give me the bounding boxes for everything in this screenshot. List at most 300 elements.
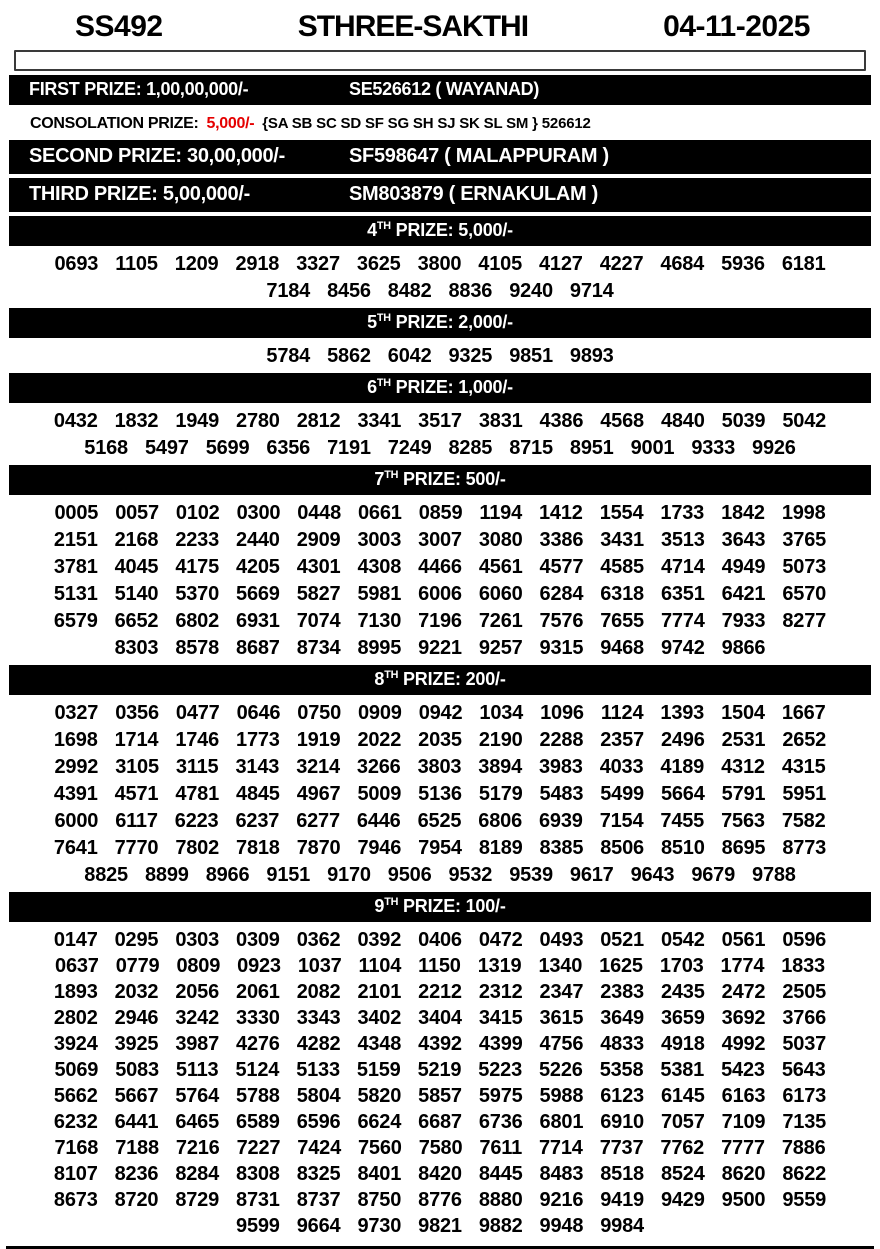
winning-number: 8825 <box>84 864 128 886</box>
winning-number: 5226 <box>539 1059 583 1081</box>
winning-number: 3341 <box>357 410 402 432</box>
first-prize-bar <box>9 75 871 105</box>
winning-number: 0779 <box>115 955 160 977</box>
number-row <box>0 1213 880 1239</box>
page-title: STHREE-SAKTHI <box>297 10 529 43</box>
winning-number: 1150 <box>418 955 461 977</box>
number-row <box>0 1057 880 1083</box>
winning-number: 0477 <box>175 702 220 724</box>
winning-number: 3214 <box>296 756 340 778</box>
winning-number: 6181 <box>781 253 826 275</box>
winning-number: 6356 <box>266 437 311 459</box>
winning-number: 5423 <box>721 1059 765 1081</box>
winning-number: 1893 <box>53 981 98 1003</box>
winning-number: 0909 <box>358 702 402 724</box>
winning-number: 8445 <box>478 1163 523 1185</box>
number-row <box>0 1109 880 1135</box>
winning-number: 5483 <box>539 783 584 805</box>
winning-number: 9730 <box>357 1215 402 1237</box>
winning-number: 1746 <box>175 729 220 751</box>
winning-number: 0472 <box>478 929 523 951</box>
winning-number: 6237 <box>235 810 280 832</box>
winning-number: 8277 <box>782 610 827 632</box>
winning-number: 4282 <box>296 1033 341 1055</box>
winning-number: 6277 <box>296 810 340 832</box>
winning-number: 1037 <box>297 955 342 977</box>
winning-number: 3431 <box>600 529 644 551</box>
winning-number: 2233 <box>175 529 220 551</box>
winning-number: 4315 <box>781 756 826 778</box>
winning-number: 3143 <box>235 756 280 778</box>
winning-number: 7455 <box>660 810 705 832</box>
winning-number: 5791 <box>721 783 766 805</box>
winning-number: 4205 <box>236 556 280 578</box>
winning-number: 0327 <box>54 702 99 724</box>
second-prize-label: SECOND PRIZE: 30,00,000/- <box>29 145 285 167</box>
winning-number: 5124 <box>235 1059 280 1081</box>
winning-number: 4568 <box>600 410 644 432</box>
winning-number: 3765 <box>782 529 827 551</box>
winning-number: 2312 <box>478 981 523 1003</box>
winning-number: 2531 <box>721 729 766 751</box>
number-row <box>0 554 880 581</box>
winning-number: 5370 <box>175 583 220 605</box>
winning-number: 5179 <box>478 783 523 805</box>
winning-number: 4105 <box>478 253 522 275</box>
winning-number: 2918 <box>235 253 280 275</box>
winning-number: 4399 <box>478 1033 523 1055</box>
winning-number: 8720 <box>114 1189 159 1211</box>
winning-number: 1625 <box>599 955 643 977</box>
draw-code: SS492 <box>75 10 163 43</box>
winning-number: 6284 <box>539 583 584 605</box>
winning-number: 4392 <box>418 1033 462 1055</box>
winning-number: 2168 <box>114 529 159 551</box>
number-row <box>0 527 880 554</box>
winning-number: 3266 <box>356 756 401 778</box>
winning-number: 5669 <box>236 583 280 605</box>
winning-number: 7196 <box>418 610 462 632</box>
winning-number: 8715 <box>509 437 553 459</box>
winning-number: 1096 <box>540 702 584 724</box>
winning-number: 3007 <box>418 529 462 551</box>
winning-number: 0005 <box>54 502 99 524</box>
winning-number: 0923 <box>237 955 281 977</box>
winning-number: 3105 <box>115 756 159 778</box>
winning-number: 8880 <box>478 1189 523 1211</box>
number-row <box>0 500 880 527</box>
winning-number: 0750 <box>297 702 341 724</box>
winning-number: 2440 <box>236 529 280 551</box>
winning-number: 0596 <box>782 929 827 951</box>
winning-number: 6006 <box>418 583 462 605</box>
winning-number: 4308 <box>357 556 402 578</box>
winning-number: 6446 <box>356 810 401 832</box>
prize-ordinal-suffix: TH <box>376 312 391 324</box>
prize-ordinal: 4 <box>367 220 377 240</box>
winning-number: 8773 <box>782 837 827 859</box>
winning-number: 2082 <box>296 981 341 1003</box>
winning-number: 4227 <box>599 253 644 275</box>
winning-number: 1194 <box>479 502 522 524</box>
winning-number: 2802 <box>53 1007 98 1029</box>
prize-ordinal-suffix: TH <box>384 669 399 681</box>
winning-numbers-5th <box>0 342 880 373</box>
winning-number: 5643 <box>781 1059 826 1081</box>
winning-number: 1833 <box>781 955 825 977</box>
winning-number: 3242 <box>175 1007 220 1029</box>
winning-number: 4833 <box>600 1033 644 1055</box>
winning-number: 9419 <box>600 1189 644 1211</box>
winning-number: 8385 <box>539 837 584 859</box>
winning-number: 3330 <box>236 1007 280 1029</box>
winning-number: 6117 <box>115 810 158 832</box>
winning-number: 5975 <box>478 1085 523 1107</box>
winning-numbers-4th <box>0 250 880 308</box>
winning-number: 9617 <box>569 864 614 886</box>
winning-number: 4127 <box>539 253 583 275</box>
winning-number: 5140 <box>114 583 159 605</box>
winning-number: 3800 <box>417 253 462 275</box>
winning-number: 3924 <box>53 1033 98 1055</box>
winning-number: 2946 <box>114 1007 159 1029</box>
number-row <box>0 835 880 862</box>
winning-number: 5042 <box>782 410 827 432</box>
prize-amount-text: PRIZE: 100/- <box>398 896 506 916</box>
prize-amount-text: PRIZE: 2,000/- <box>390 312 513 332</box>
winning-number: 1774 <box>720 955 765 977</box>
number-row <box>0 1161 880 1187</box>
number-row <box>0 1083 880 1109</box>
winning-number: 4348 <box>357 1033 402 1055</box>
winning-number: 1773 <box>236 729 280 751</box>
winning-number: 3781 <box>53 556 98 578</box>
winning-number: 8510 <box>660 837 705 859</box>
winning-number: 6145 <box>660 1085 705 1107</box>
winning-number: 5664 <box>660 783 705 805</box>
winning-number: 0147 <box>53 929 98 951</box>
winning-number: 5936 <box>721 253 765 275</box>
winning-number: 8695 <box>721 837 766 859</box>
prize-ordinal: 7 <box>374 469 385 489</box>
winning-number: 8506 <box>600 837 644 859</box>
winning-number: 0300 <box>236 502 281 524</box>
winning-number: 6570 <box>782 583 827 605</box>
winning-number: 1714 <box>114 729 159 751</box>
prize-ordinal: 9 <box>374 896 385 916</box>
winning-number: 8303 <box>114 637 159 659</box>
winning-number: 8236 <box>114 1163 159 1185</box>
winning-number: 8284 <box>175 1163 220 1185</box>
winning-number: 9001 <box>630 437 675 459</box>
winning-number: 5037 <box>782 1033 827 1055</box>
winning-number: 2496 <box>660 729 705 751</box>
number-row <box>0 979 880 1005</box>
winning-number: 9216 <box>539 1189 584 1211</box>
winning-number: 5131 <box>53 583 98 605</box>
winning-number: 8107 <box>53 1163 98 1185</box>
winning-number: 5804 <box>296 1085 341 1107</box>
number-row <box>0 700 880 727</box>
winning-number: 7560 <box>358 1137 402 1159</box>
number-row <box>0 1187 880 1213</box>
winning-number: 7168 <box>54 1137 99 1159</box>
winning-number: 3003 <box>357 529 402 551</box>
winning-number: 2022 <box>357 729 402 751</box>
winning-number: 8622 <box>782 1163 827 1185</box>
number-row <box>0 343 880 370</box>
winning-number: 3517 <box>418 410 462 432</box>
winning-number: 0303 <box>175 929 220 951</box>
prize-amount-text: PRIZE: 1,000/- <box>390 377 513 397</box>
winning-number: 7057 <box>660 1111 705 1133</box>
second-prize-ticket: SF598647 ( MALAPPURAM ) <box>349 145 609 167</box>
winning-number: 6223 <box>174 810 219 832</box>
consolation-amount: 5,000/- <box>206 115 255 132</box>
winning-number: 9679 <box>691 864 736 886</box>
winning-number: 5083 <box>115 1059 159 1081</box>
winning-number: 0942 <box>418 702 463 724</box>
winning-number: 5219 <box>417 1059 462 1081</box>
winning-number: 6736 <box>478 1111 523 1133</box>
winning-number: 8995 <box>357 637 402 659</box>
winning-number: 6000 <box>54 810 99 832</box>
winning-number: 3402 <box>357 1007 402 1029</box>
winning-number: 4466 <box>418 556 462 578</box>
winning-number: 7582 <box>781 810 826 832</box>
winning-number: 2812 <box>296 410 341 432</box>
winning-number: 8456 <box>327 280 371 302</box>
winning-number: 0406 <box>418 929 462 951</box>
winning-number: 9325 <box>448 345 493 367</box>
winning-number: 8899 <box>144 864 189 886</box>
winning-number: 3831 <box>478 410 523 432</box>
winning-number: 5827 <box>296 583 341 605</box>
winning-number: 1034 <box>479 702 524 724</box>
winning-number: 7249 <box>387 437 432 459</box>
winning-number: 5499 <box>600 783 644 805</box>
consolation-prize-row <box>0 109 880 140</box>
winning-number: 7611 <box>479 1137 522 1159</box>
third-prize-ticket: SM803879 ( ERNAKULAM ) <box>349 183 599 205</box>
winning-number: 7154 <box>599 810 644 832</box>
winning-number: 0057 <box>115 502 159 524</box>
winning-number: 0356 <box>115 702 159 724</box>
winning-number: 2909 <box>296 529 341 551</box>
winning-number: 4391 <box>53 783 98 805</box>
winning-number: 5667 <box>114 1085 159 1107</box>
winning-number: 8524 <box>660 1163 705 1185</box>
number-row <box>0 754 880 781</box>
winning-number: 4577 <box>539 556 584 578</box>
winning-number: 1919 <box>296 729 341 751</box>
winning-number: 3925 <box>114 1033 159 1055</box>
winning-number: 6163 <box>721 1085 766 1107</box>
winning-number: 9599 <box>236 1215 280 1237</box>
second-prize-bar <box>9 140 871 174</box>
winning-number: 7886 <box>781 1137 826 1159</box>
winning-number: 6060 <box>478 583 523 605</box>
winning-number: 7641 <box>53 837 98 859</box>
winning-number: 8966 <box>205 864 250 886</box>
prize-ordinal: 8 <box>374 669 385 689</box>
winning-number: 3625 <box>356 253 401 275</box>
winning-number: 5136 <box>418 783 462 805</box>
winning-number: 1504 <box>721 702 765 724</box>
winning-number: 2190 <box>478 729 523 751</box>
winning-number: 8673 <box>53 1189 98 1211</box>
number-row <box>0 581 880 608</box>
blank-input-strip[interactable] <box>14 50 866 71</box>
winning-number: 7135 <box>782 1111 827 1133</box>
winning-number: 8308 <box>236 1163 280 1185</box>
winning-number: 7184 <box>266 280 311 302</box>
prize-amount-text: PRIZE: 200/- <box>398 669 506 689</box>
winning-number: 7655 <box>600 610 644 632</box>
winning-number: 6441 <box>114 1111 159 1133</box>
winning-number: 1412 <box>539 502 583 524</box>
winning-number: 2505 <box>782 981 827 1003</box>
winning-number: 1340 <box>538 955 583 977</box>
winning-number: 6421 <box>721 583 766 605</box>
winning-number: 2056 <box>175 981 220 1003</box>
winning-number: 2472 <box>721 981 766 1003</box>
winning-number: 8620 <box>721 1163 766 1185</box>
winning-number: 9532 <box>448 864 493 886</box>
winning-number: 0493 <box>539 929 584 951</box>
winning-number: 0661 <box>358 502 402 524</box>
winning-number: 7424 <box>297 1137 341 1159</box>
number-row <box>0 408 880 435</box>
winning-number: 7954 <box>418 837 462 859</box>
winning-number: 3659 <box>660 1007 705 1029</box>
winning-number: 7216 <box>175 1137 220 1159</box>
winning-number: 1733 <box>660 502 705 524</box>
winning-number: 4781 <box>175 783 220 805</box>
winning-number: 9643 <box>630 864 675 886</box>
winning-number: 0859 <box>418 502 463 524</box>
winning-number: 1703 <box>659 955 704 977</box>
winning-number: 5699 <box>205 437 250 459</box>
prize-amount-text: PRIZE: 500/- <box>398 469 506 489</box>
winning-number: 7933 <box>721 610 766 632</box>
winning-number: 1105 <box>115 253 158 275</box>
winning-number: 2652 <box>782 729 827 751</box>
winning-number: 8750 <box>357 1189 402 1211</box>
third-prize-label: THIRD PRIZE: 5,00,000/- <box>29 183 250 205</box>
prize-ordinal: 5 <box>367 312 377 332</box>
winning-number: 5981 <box>357 583 402 605</box>
winning-number: 8518 <box>600 1163 644 1185</box>
winning-number: 4949 <box>721 556 766 578</box>
number-row <box>0 278 880 305</box>
winning-number: 9714 <box>569 280 614 302</box>
winning-number: 9429 <box>660 1189 705 1211</box>
number-row <box>0 1135 880 1161</box>
winning-number: 7074 <box>296 610 341 632</box>
winning-number: 5497 <box>144 437 189 459</box>
winning-number: 9788 <box>752 864 796 886</box>
masthead <box>0 8 880 50</box>
winning-number: 5223 <box>478 1059 522 1081</box>
winning-number: 7130 <box>357 610 402 632</box>
prize-header-7th <box>9 465 871 495</box>
number-row <box>0 953 880 979</box>
winning-number: 5820 <box>357 1085 402 1107</box>
number-row <box>0 781 880 808</box>
winning-number: 9333 <box>691 437 736 459</box>
winning-number: 8482 <box>387 280 432 302</box>
winning-number: 0102 <box>175 502 220 524</box>
winning-number: 4312 <box>721 756 765 778</box>
winning-number: 8734 <box>296 637 341 659</box>
winning-numbers-9th <box>0 926 880 1242</box>
winning-number: 6806 <box>478 810 522 832</box>
number-row <box>0 927 880 953</box>
winning-number: 0693 <box>54 253 99 275</box>
winning-number: 8951 <box>569 437 614 459</box>
prize-amount-text: PRIZE: 5,000/- <box>390 220 513 240</box>
winning-number: 5857 <box>418 1085 462 1107</box>
winning-numbers-6th <box>0 407 880 465</box>
winning-number: 0309 <box>236 929 280 951</box>
winning-number: 9866 <box>721 637 766 659</box>
winning-number: 7109 <box>721 1111 766 1133</box>
winning-number: 4189 <box>660 756 705 778</box>
winning-number: 2035 <box>418 729 462 751</box>
winning-number: 1393 <box>660 702 705 724</box>
winning-number: 0637 <box>55 955 99 977</box>
number-row <box>0 862 880 889</box>
winning-number: 5764 <box>175 1085 220 1107</box>
winning-number: 3115 <box>175 756 219 778</box>
winning-number: 4714 <box>660 556 705 578</box>
winning-number: 3615 <box>539 1007 584 1029</box>
winning-number: 1998 <box>781 502 826 524</box>
winning-number: 6232 <box>53 1111 98 1133</box>
winning-number: 0295 <box>114 929 159 951</box>
winning-number: 4386 <box>539 410 584 432</box>
winning-number: 6318 <box>600 583 644 605</box>
winning-number: 6802 <box>175 610 220 632</box>
winning-number: 7563 <box>721 810 765 832</box>
winning-number: 8776 <box>418 1189 462 1211</box>
winning-number: 4045 <box>114 556 159 578</box>
winning-number: 6465 <box>175 1111 220 1133</box>
winning-number: 9170 <box>327 864 371 886</box>
winning-number: 6801 <box>539 1111 584 1133</box>
winning-number: 9240 <box>509 280 553 302</box>
winning-number: 5358 <box>599 1059 644 1081</box>
number-row <box>0 808 880 835</box>
winning-number: 0392 <box>357 929 402 951</box>
winning-number: 6589 <box>236 1111 280 1133</box>
prize-header-8th <box>9 665 871 695</box>
winning-number: 4585 <box>600 556 644 578</box>
winning-number: 5784 <box>266 345 311 367</box>
winning-number: 7580 <box>418 1137 463 1159</box>
winning-number: 3766 <box>782 1007 827 1029</box>
winning-number: 8836 <box>448 280 493 302</box>
draw-date: 04-11-2025 <box>663 10 810 43</box>
prize-header-6th <box>9 373 871 403</box>
prize-ordinal: 6 <box>367 377 377 397</box>
winning-number: 3513 <box>660 529 705 551</box>
winning-number: 3404 <box>418 1007 462 1029</box>
winning-number: 7770 <box>114 837 159 859</box>
winning-number: 0561 <box>721 929 766 951</box>
winning-number: 2101 <box>357 981 402 1003</box>
